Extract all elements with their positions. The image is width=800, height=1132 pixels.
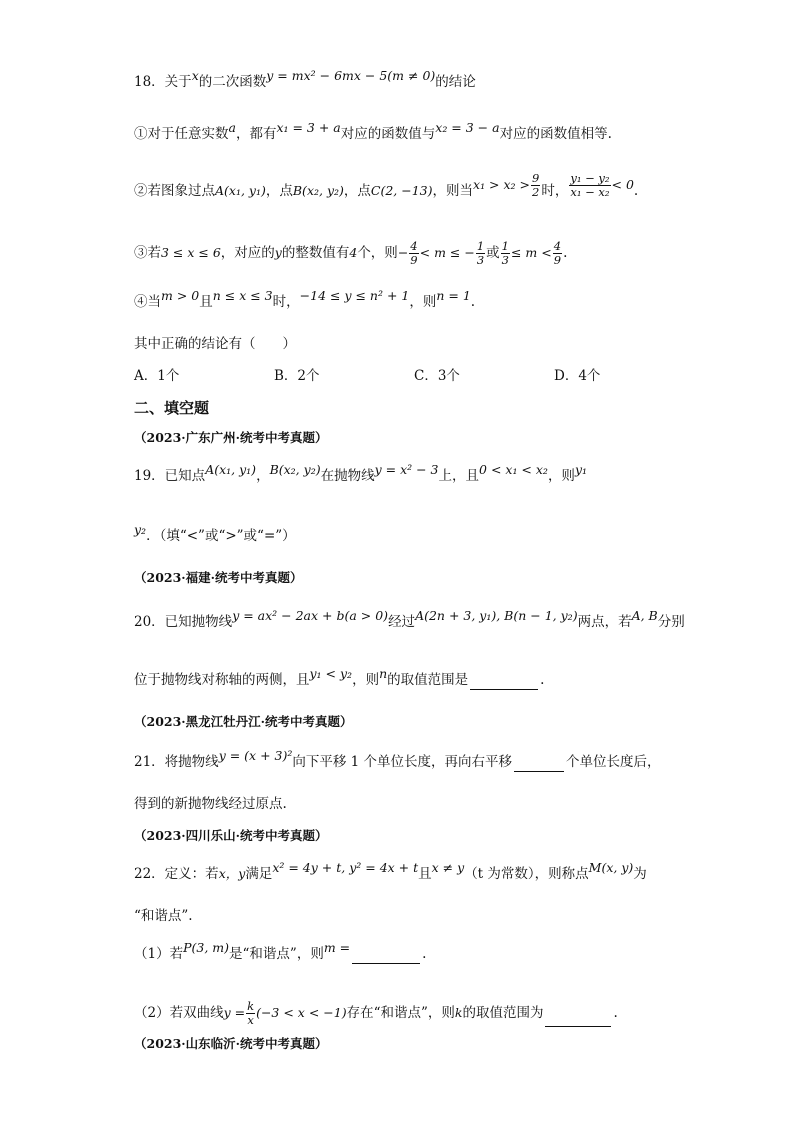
q20-line-2 [134,666,545,690]
q18-statement-2 [134,171,639,205]
q18-option-c[interactable]: C．3个 [414,368,460,384]
section-heading-fill-in: 二、填空题 [134,399,210,417]
q19-label: 19．已知点 [134,468,206,484]
q22-and: 且 [418,866,432,882]
s3-ineq-1: < m ≤ − [419,245,475,260]
s2-when: 时， [541,183,569,199]
s1-text-3: 对应的函数值与 [340,126,436,142]
q21-source: （2023·黑龙江牡丹江·统考中考真题） [134,714,353,729]
q19-text: 在抛物线 [320,468,375,484]
s1-var-a: a [228,120,236,135]
s3-text: ③若 [134,245,161,261]
q19-y1: y₁ [574,462,588,477]
q18-label: 18．关于 [134,74,192,90]
q22-text-2: （t 为常数），则称点 [464,866,589,882]
s2-end: . [633,183,639,199]
q18-text: 的二次函数 [198,74,267,90]
s3-text-4: 个，则 [357,245,398,261]
q22-p2-fraction [246,1000,255,1027]
q22-p1-m: m = [323,940,351,955]
q22-equations: x² = 4y + t, y² = 4x + t [272,860,419,875]
q19-sep: ， [256,468,270,484]
q20-answer-blank[interactable] [470,675,538,690]
frac-den: 3 [476,253,485,267]
q18-statement-3 [134,240,567,267]
s2-then: ，则当 [432,183,474,199]
q20-text-5: 的取值范围是 [387,672,469,688]
q22-p2-range: (−3 < x < −1) [256,1005,347,1020]
q20-text-3: 位于抛物线对称轴的两侧，且 [134,672,310,688]
q19-line-1 [134,462,588,486]
q22-p1-text: （1）若 [134,946,184,962]
q18-statement-4 [134,288,476,312]
q22-p1-answer-blank[interactable] [352,949,420,964]
q18-intro [134,68,476,92]
s2-sep-2: ，点 [343,183,371,199]
q18-var-x: x [191,68,199,83]
q22-point-p: P(3, m) [183,940,230,955]
s4-result: n = 1 [436,288,471,303]
q20-label: 20．已知抛物线 [134,614,233,630]
s3-fraction-3 [501,240,510,267]
q20-parabola: y = ax² − 2ax + b(a > 0) [232,608,389,623]
q22-p2-y: y = [223,1005,246,1020]
q19-line-2 [134,522,296,546]
q22-wei: 为 [633,866,647,882]
s2-point-b: B(x₂, y₂) [292,183,344,198]
s4-cond-y: −14 ≤ y ≤ n² + 1 [299,288,410,303]
s2-sep: ，点 [265,183,293,199]
s4-cond-x: n ≤ x ≤ 3 [212,288,273,303]
q21-answer-blank[interactable] [514,757,564,772]
s2-lt-zero: < 0 [611,177,634,192]
frac-num: 9 [532,171,540,185]
q22-text: 满足 [245,866,273,882]
q18-option-d[interactable]: D．4个 [554,368,601,384]
frac-num: y₁ − y₂ [570,171,610,185]
q22-p2-text-3: 的取值范围为 [462,1005,544,1021]
q22-source: （2023·四川乐山·统考中考真题） [134,828,328,843]
s3-fraction-1 [409,240,418,267]
q22-line-1 [134,860,647,884]
s3-fraction-2 [476,240,485,267]
q19-point-b: B(x₂, y₂) [269,462,321,477]
q19-condition: 0 < x₁ < x₂ [479,462,548,477]
s4-text: ④当 [134,294,161,310]
s3-text-2: ，对应的 [220,245,275,261]
s3-or: 或 [486,245,500,261]
q18-option-b[interactable]: B．2个 [274,368,320,384]
q22-label: 22．定义：若 [134,866,219,882]
s3-end: . [563,245,568,261]
q19-source: （2023·广东广州·统考中考真题） [134,430,328,445]
q22-p2-k: k [454,1005,463,1020]
s3-range: 3 ≤ x ≤ 6 [161,245,221,260]
s4-then: ，则 [409,294,437,310]
q20-condition: y₁ < y₂ [309,666,353,681]
q22-p1-text-2: 是“和谐点”，则 [229,946,324,962]
frac-num: 1 [476,239,485,253]
frac-num: 1 [501,239,509,253]
q19-y2: y₂ [134,522,147,537]
s2-fraction-nine-halves [531,172,540,199]
q18-ask: 其中正确的结论有（ ） [134,336,296,352]
q18-option-a[interactable]: A．1个 [134,368,180,384]
frac-num: 4 [553,239,562,253]
s3-ineq-2: ≤ m < [510,245,552,260]
s1-text-2: ，都有 [235,126,277,142]
q22-part-2 [134,1000,618,1027]
s2-slope-fraction [569,172,610,199]
q22-point-m: M(x, y) [588,860,634,875]
s4-and: 且 [199,294,213,310]
q22-p1-end: . [422,946,427,962]
s1-x2-expr: x₂ = 3 − a [435,120,500,135]
q21-label: 21．将抛物线 [134,754,219,770]
q20-line-1 [134,608,685,632]
q20-end: . [540,672,545,688]
q20-tail: 分别 [657,614,685,630]
q19-point-a: A(x₁, y₁) [205,462,257,477]
s2-point-c: C(2, −13) [370,183,433,198]
s2-point-a: A(x₁, y₁) [215,183,266,198]
q20-text-4: ，则 [352,672,380,688]
q22-neq: x ≠ y [431,860,465,875]
s2-text: ②若图象过点 [134,183,215,199]
q22-vars: x，y [218,866,246,881]
s3-fraction-4 [553,240,562,267]
s1-text: ①对于任意实数 [134,126,229,142]
q21-parabola: y = (x + 3)² [218,748,293,763]
q20-points: A(2n + 3, y₁), B(n − 1, y₂) [415,608,578,623]
q18-function-formula: y = mx² − 6mx − 5(m ≠ 0) [266,68,436,83]
s4-when: 时， [272,294,300,310]
q18-text-end: 的结论 [435,74,476,90]
q20-text-2: 两点，若 [577,614,632,630]
s4-end: . [470,294,476,310]
frac-den: 3 [501,253,509,267]
q18-statement-1 [134,120,612,144]
frac-den: x [247,1013,254,1027]
q21-text: 向下平移 1 个单位长度，再向右平移 [292,754,513,770]
footer-source: （2023·山东临沂·统考中考真题） [134,1036,328,1051]
q20-var-n: n [379,666,388,681]
q19-parabola: y = x² − 3 [374,462,439,477]
frac-den: x₁ − x₂ [570,185,610,199]
q22-part-1 [134,940,427,964]
frac-num: k [247,999,255,1013]
q22-p2-text: （2）若双曲线 [134,1005,224,1021]
q20-ab: A, B [631,608,658,623]
s3-minus: − [397,245,409,260]
q19-then: ，则 [547,468,575,484]
q21-line-1 [134,748,661,772]
q22-p2-end: . [613,1005,618,1021]
s2-condition: x₁ > x₂ > [473,177,531,192]
s3-var-y: y [274,245,282,260]
frac-den: 9 [410,253,418,267]
q22-line-2: “和谐点”. [134,908,193,924]
frac-den: 9 [553,253,562,267]
q21-tail: 个单位长度后， [566,754,661,770]
q20-text: 经过 [388,614,416,630]
q21-line-2: 得到的新抛物线经过原点. [134,796,287,812]
q19-fill-hint: ．（填“<”或“>”或“=”） [146,528,296,544]
frac-num: 4 [410,239,418,253]
s1-text-end: 对应的函数值相等. [499,126,612,142]
q19-text-2: 上，且 [438,468,480,484]
frac-den: 2 [532,185,540,199]
s1-x1-expr: x₁ = 3 + a [276,120,341,135]
s3-count: 4 [349,245,358,260]
s4-cond-m: m > 0 [161,288,200,303]
q22-p2-text-2: 存在“和谐点”，则 [346,1005,455,1021]
s3-text-3: 的整数值有 [281,245,350,261]
q22-p2-answer-blank[interactable] [545,1012,611,1027]
q20-source: （2023·福建·统考中考真题） [134,570,303,585]
